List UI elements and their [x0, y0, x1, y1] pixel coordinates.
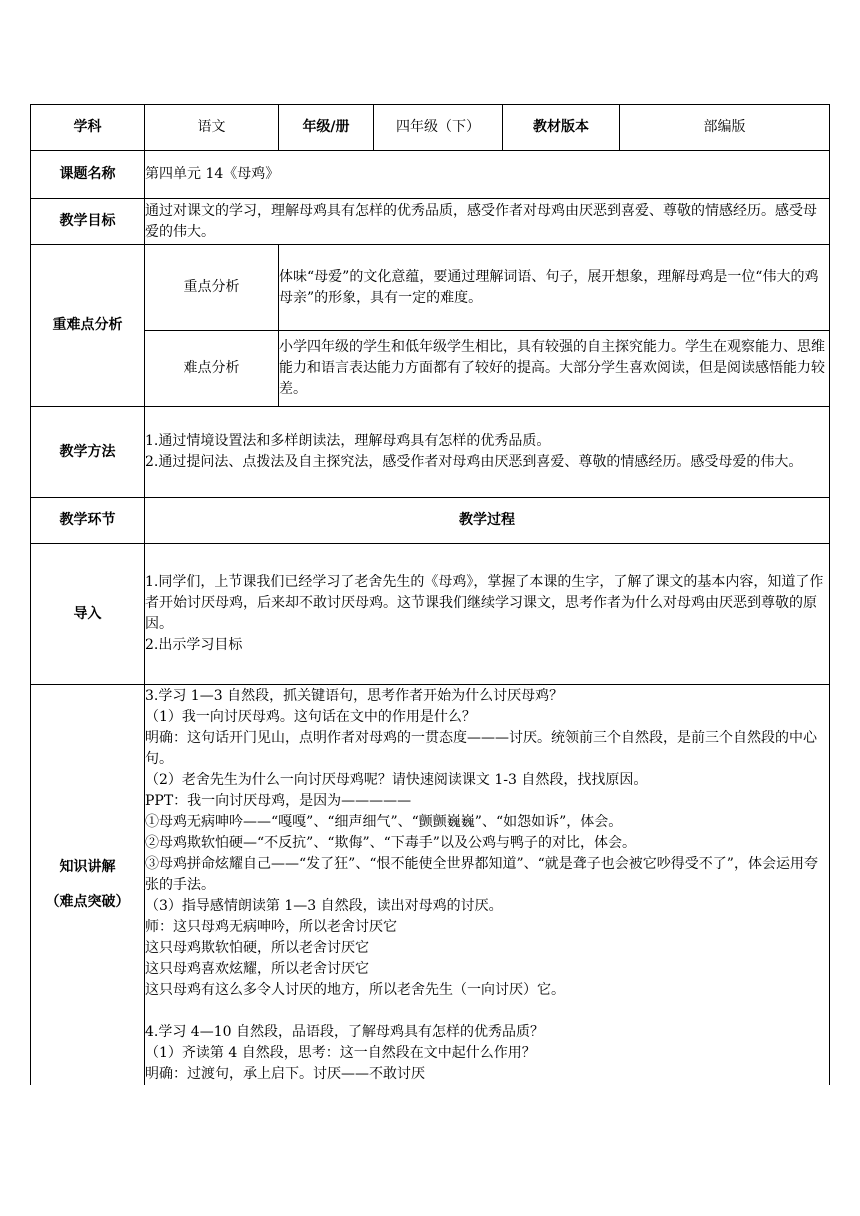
key-analysis-text: 体味“母爱”的文化意蕴，要通过理解词语、句子，展开想象，理解母鸡是一位“伟大的鸡母亲”的形象，具有一定的难度。 — [279, 245, 830, 331]
edition-value: 部编版 — [620, 105, 830, 151]
knowledge-line: 明确：过渡句，承上启下。讨厌——不敢讨厌 — [145, 1066, 425, 1082]
method-line-1: 1.通过情境设置法和多样朗读法，理解母鸡具有怎样的优秀品质。 — [145, 433, 551, 449]
lesson-plan-table — [30, 104, 830, 1085]
method-line-2: 2.通过提问法、点拨法及自主探究法，感受作者对母鸡由厌恶到喜爱、尊敬的情感经历。感受母爱的伟大。 — [145, 454, 803, 470]
intro-line-1: 1.同学们，上节课我们已经学习了老舍先生的《母鸡》，掌握了本课的生字，了解了课文的基本内容，知道了作者开始讨厌母鸡，后来却不敢讨厌母鸡。这节课我们继续学习课文，思考作者为什么对母鸡由厌恶到尊敬的原因。 — [145, 574, 824, 632]
knowledge-line: 明确：这句话开门见山，点明作者对母鸡的一贯态度———讨厌。统领前三个自然段，是前三个自然段的中心句。 — [145, 730, 817, 767]
intro-line-2: 2.出示学习目标 — [145, 637, 243, 653]
intro-label: 导入 — [31, 544, 145, 685]
grade-label: 年级/册 — [279, 105, 374, 151]
subject-label: 学科 — [31, 105, 145, 151]
knowledge-line: 这只母鸡有这么多令人讨厌的地方，所以老舍先生（一向讨厌）它。 — [145, 982, 565, 998]
goal-row — [31, 199, 830, 245]
subject-value: 语文 — [145, 105, 279, 151]
knowledge-line: ①母鸡无病呻吟——“嘎嘎”、“细声细气”、“颤颤巍巍”、“如怨如诉”，体会。 — [145, 814, 623, 830]
header-row — [31, 105, 830, 151]
key-analysis-row — [31, 245, 830, 331]
knowledge-text — [145, 685, 830, 1086]
knowledge-line: 这只母鸡喜欢炫耀，所以老舍讨厌它 — [145, 961, 369, 977]
grade-value: 四年级（下） — [374, 105, 503, 151]
paragraph-gap — [145, 1001, 829, 1022]
process-header-row — [31, 498, 830, 544]
knowledge-label-line-1: 知识讲解 — [59, 859, 116, 875]
knowledge-line: （1）我一向讨厌母鸡。这句话在文中的作用是什么？ — [145, 709, 476, 725]
knowledge-line: PPT：我一向讨厌母鸡，是因为————— — [145, 793, 412, 809]
difficult-analysis-text: 小学四年级的学生和低年级学生相比，具有较强的自主探究能力。学生在观察能力、思维能力和语言表达能力方面都有了较好的提高。大部分学生喜欢阅读，但是阅读感悟能力较差。 — [279, 331, 830, 407]
method-label: 教学方法 — [31, 407, 145, 498]
goal-text: 通过对课文的学习，理解母鸡具有怎样的优秀品质，感受作者对母鸡由厌恶到喜爱、尊敬的情感经历。感受母爱的伟大。 — [145, 199, 830, 245]
knowledge-line: （2）老舍先生为什么一向讨厌母鸡呢？请快速阅读课文 1-3 自然段，找找原因。 — [145, 772, 648, 788]
method-row — [31, 407, 830, 498]
knowledge-line: （3）指导感情朗读第 1—3 自然段，读出对母鸡的讨厌。 — [145, 898, 503, 914]
knowledge-line: （1）齐读第 4 自然段，思考：这一自然段在文中起什么作用？ — [145, 1045, 536, 1061]
knowledge-label — [31, 685, 145, 1086]
knowledge-line: 师：这只母鸡无病呻吟，所以老舍讨厌它 — [145, 919, 397, 935]
edition-label: 教材版本 — [503, 105, 620, 151]
intro-text — [145, 544, 830, 685]
knowledge-line: 3.学习 1—3 自然段，抓关键语句，思考作者开始为什么讨厌母鸡？ — [145, 688, 564, 704]
knowledge-row — [31, 685, 830, 1086]
analysis-label: 重难点分析 — [31, 245, 145, 407]
knowledge-line: 4.学习 4—10 自然段，品语段，了解母鸡具有怎样的优秀品质？ — [145, 1024, 544, 1040]
method-text — [145, 407, 830, 498]
difficult-analysis-label: 难点分析 — [145, 331, 279, 407]
process-left-header: 教学环节 — [31, 498, 145, 544]
knowledge-label-line-2: （难点突破） — [45, 894, 130, 910]
intro-row — [31, 544, 830, 685]
knowledge-line: ②母鸡欺软怕硬—“不反抗”、“欺侮”、“下毒手”以及公鸡与鸭子的对比，体会。 — [145, 835, 636, 851]
lesson-title: 第四单元 14《母鸡》 — [145, 151, 830, 199]
lesson-label: 课题名称 — [31, 151, 145, 199]
knowledge-line: 这只母鸡欺软怕硬，所以老舍讨厌它 — [145, 940, 369, 956]
difficult-analysis-row — [31, 331, 830, 407]
process-right-header: 教学过程 — [145, 498, 830, 544]
goal-label: 教学目标 — [31, 199, 145, 245]
lesson-row — [31, 151, 830, 199]
knowledge-line: ③母鸡拼命炫耀自己——“发了狂”、“恨不能使全世界都知道”、“就是聋子也会被它吵得受不了”，体会运用夸张的手法。 — [145, 856, 818, 893]
key-analysis-label: 重点分析 — [145, 245, 279, 331]
